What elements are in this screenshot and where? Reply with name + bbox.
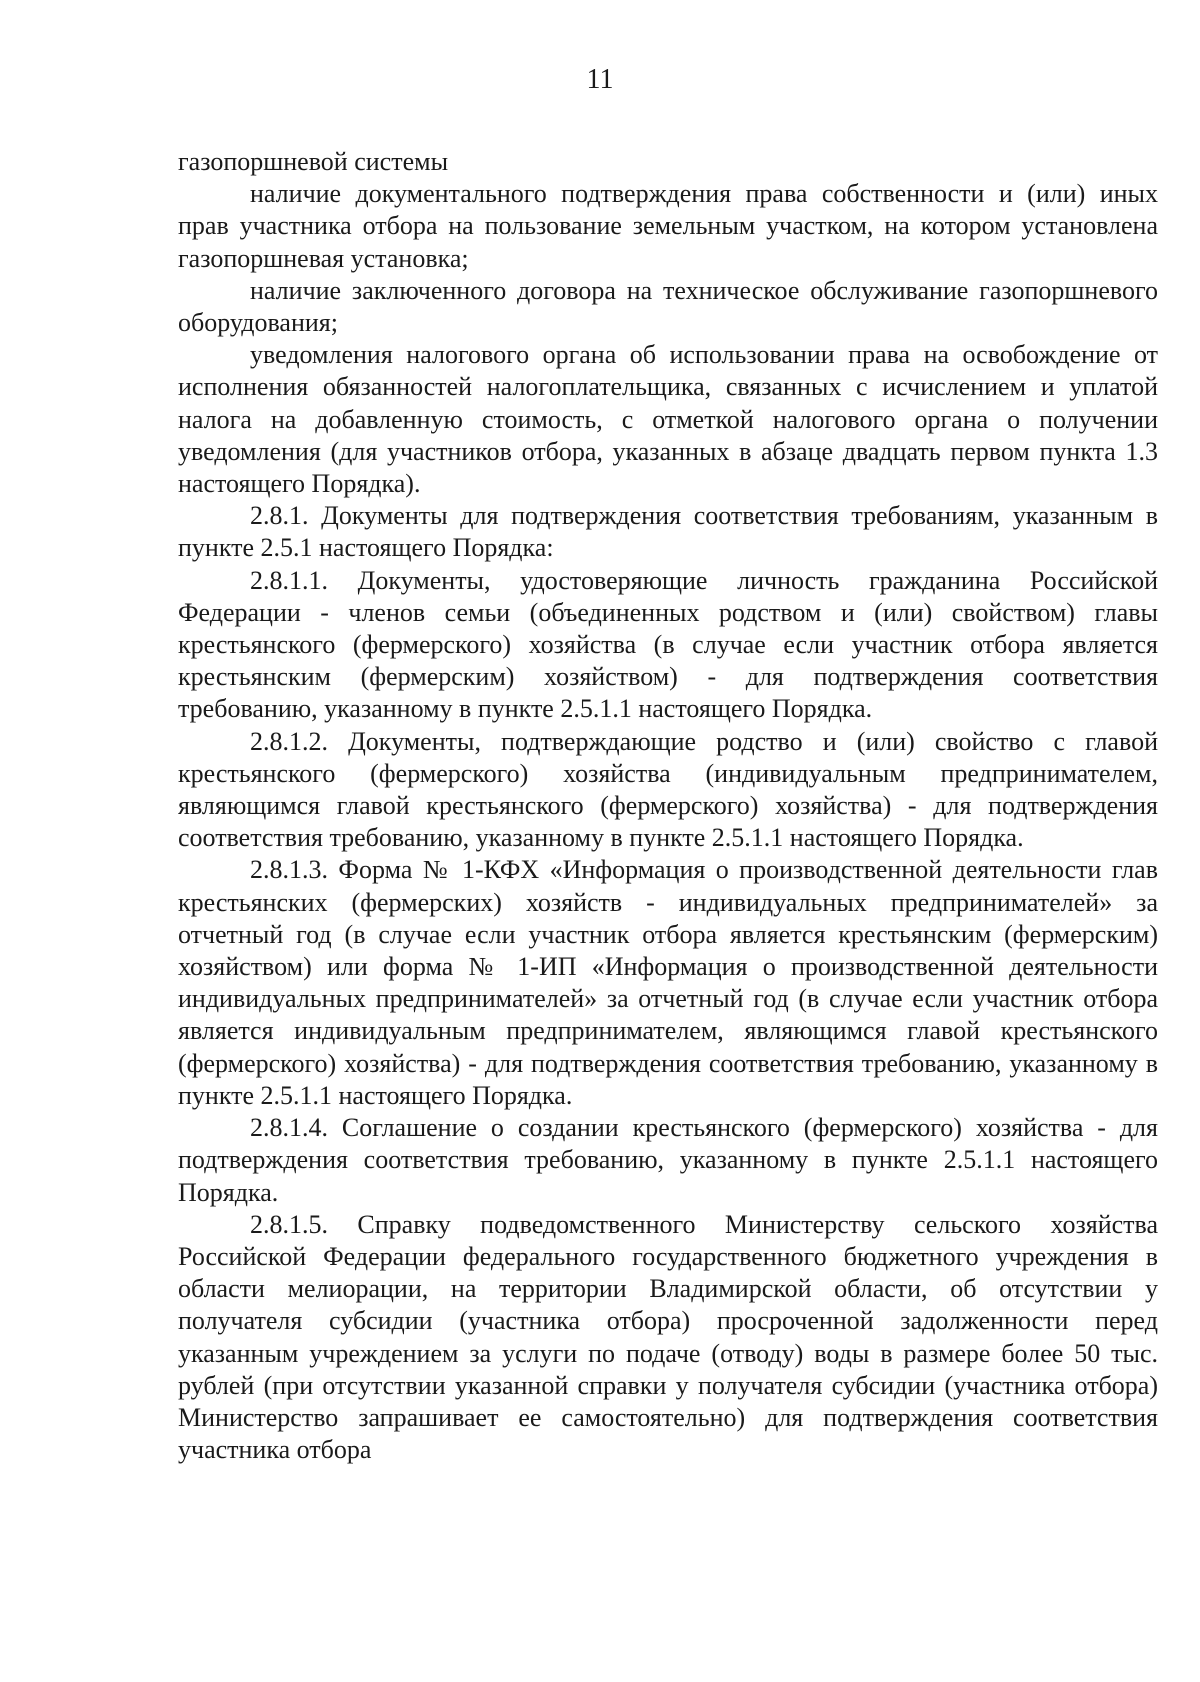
paragraph-2-8-1-1: 2.8.1.1. Документы, удостоверяющие личность гражданина Российской Федерации - членов семьи (объединенных родством и (или) свойством) главы крестьянского (фермерского) хозяйства (в случае если участник отбора является крестьянским (фермерским) хозяйством) - для подтверждения соответствия требованию, указанному в пункте 2.5.1.1 настоящего Порядка.	[178, 565, 1158, 724]
paragraph-continuation: газопоршневой системы	[178, 147, 449, 176]
document-body	[178, 146, 1158, 1466]
paragraph-2-8-1: 2.8.1. Документы для подтверждения соответствия требованиям, указанным в пункте 2.5.1 настоящего Порядка:	[178, 501, 1158, 563]
paragraph-service-contract: наличие заключенного договора на техническое обслуживание газопоршневого оборудования;	[178, 275, 1158, 338]
paragraph-2-8-1-4: 2.8.1.4. Соглашение о создании крестьянского (фермерского) хозяйства - для подтверждения соответствия требованию, указанному в пункте 2.5.1.1 настоящего Порядка.	[178, 1113, 1158, 1207]
paragraph-land-rights: наличие документального подтверждения права собственности и (или) иных прав участника отбора на пользование земельным участком, на котором установлена газопоршневая установка;	[178, 179, 1158, 273]
paragraph-2-8-1-5: 2.8.1.5. Справку подведомственного Министерству сельского хозяйства Российской Федерации федерального государственного бюджетного учреждения в области мелиорации, на территории Владимирской области, об отсутствии у получателя субсидии (участника отбора) просроченной задолженности перед указанным учреждением за услуги по подаче (отводу) воды в размере более 50 тыс. рублей (при отсутствии указанной справки у получателя субсидии (участника отбора) Министерство запрашивает ее самостоятельно) для подтверждения соответствия участника отбора	[178, 1209, 1158, 1465]
page-number: 11	[586, 64, 614, 95]
paragraph-tax-notice: уведомления налогового органа об использовании права на освобождение от исполнения обязанностей налогоплательщика, связанных с исчислением и уплатой налога на добавленную стоимость, с отметкой налогового органа о получении уведомления (для участников отбора, указанных в абзаце двадцать первом пункта 1.3 настоящего Порядка).	[178, 340, 1158, 499]
paragraph-2-8-1-2: 2.8.1.2. Документы, подтверждающие родство и (или) свойство с главой крестьянского (фермерского) хозяйства (индивидуальным предпринимателем, являющимся главой крестьянского (фермерского) хозяйства) - для подтверждения соответствия требованию, указанному в пункте 2.5.1.1 настоящего Порядка.	[178, 726, 1158, 853]
paragraph-2-8-1-3: 2.8.1.3. Форма № 1-КФХ «Информация о производственной деятельности глав крестьянских (фермерских) хозяйств - индивидуальных предпринимателей» за отчетный год (в случае если участник отбора является крестьянским (фермерским) хозяйством) или форма № 1-ИП «Информация о производственной деятельности индивидуальных предпринимателей» за отчетный год (в случае если участник отбора является индивидуальным предпринимателем, являющимся главой крестьянского (фермерского) хозяйства) - для подтверждения соответствия требованию, указанному в пункте 2.5.1.1 настоящего Порядка.	[178, 855, 1158, 1110]
